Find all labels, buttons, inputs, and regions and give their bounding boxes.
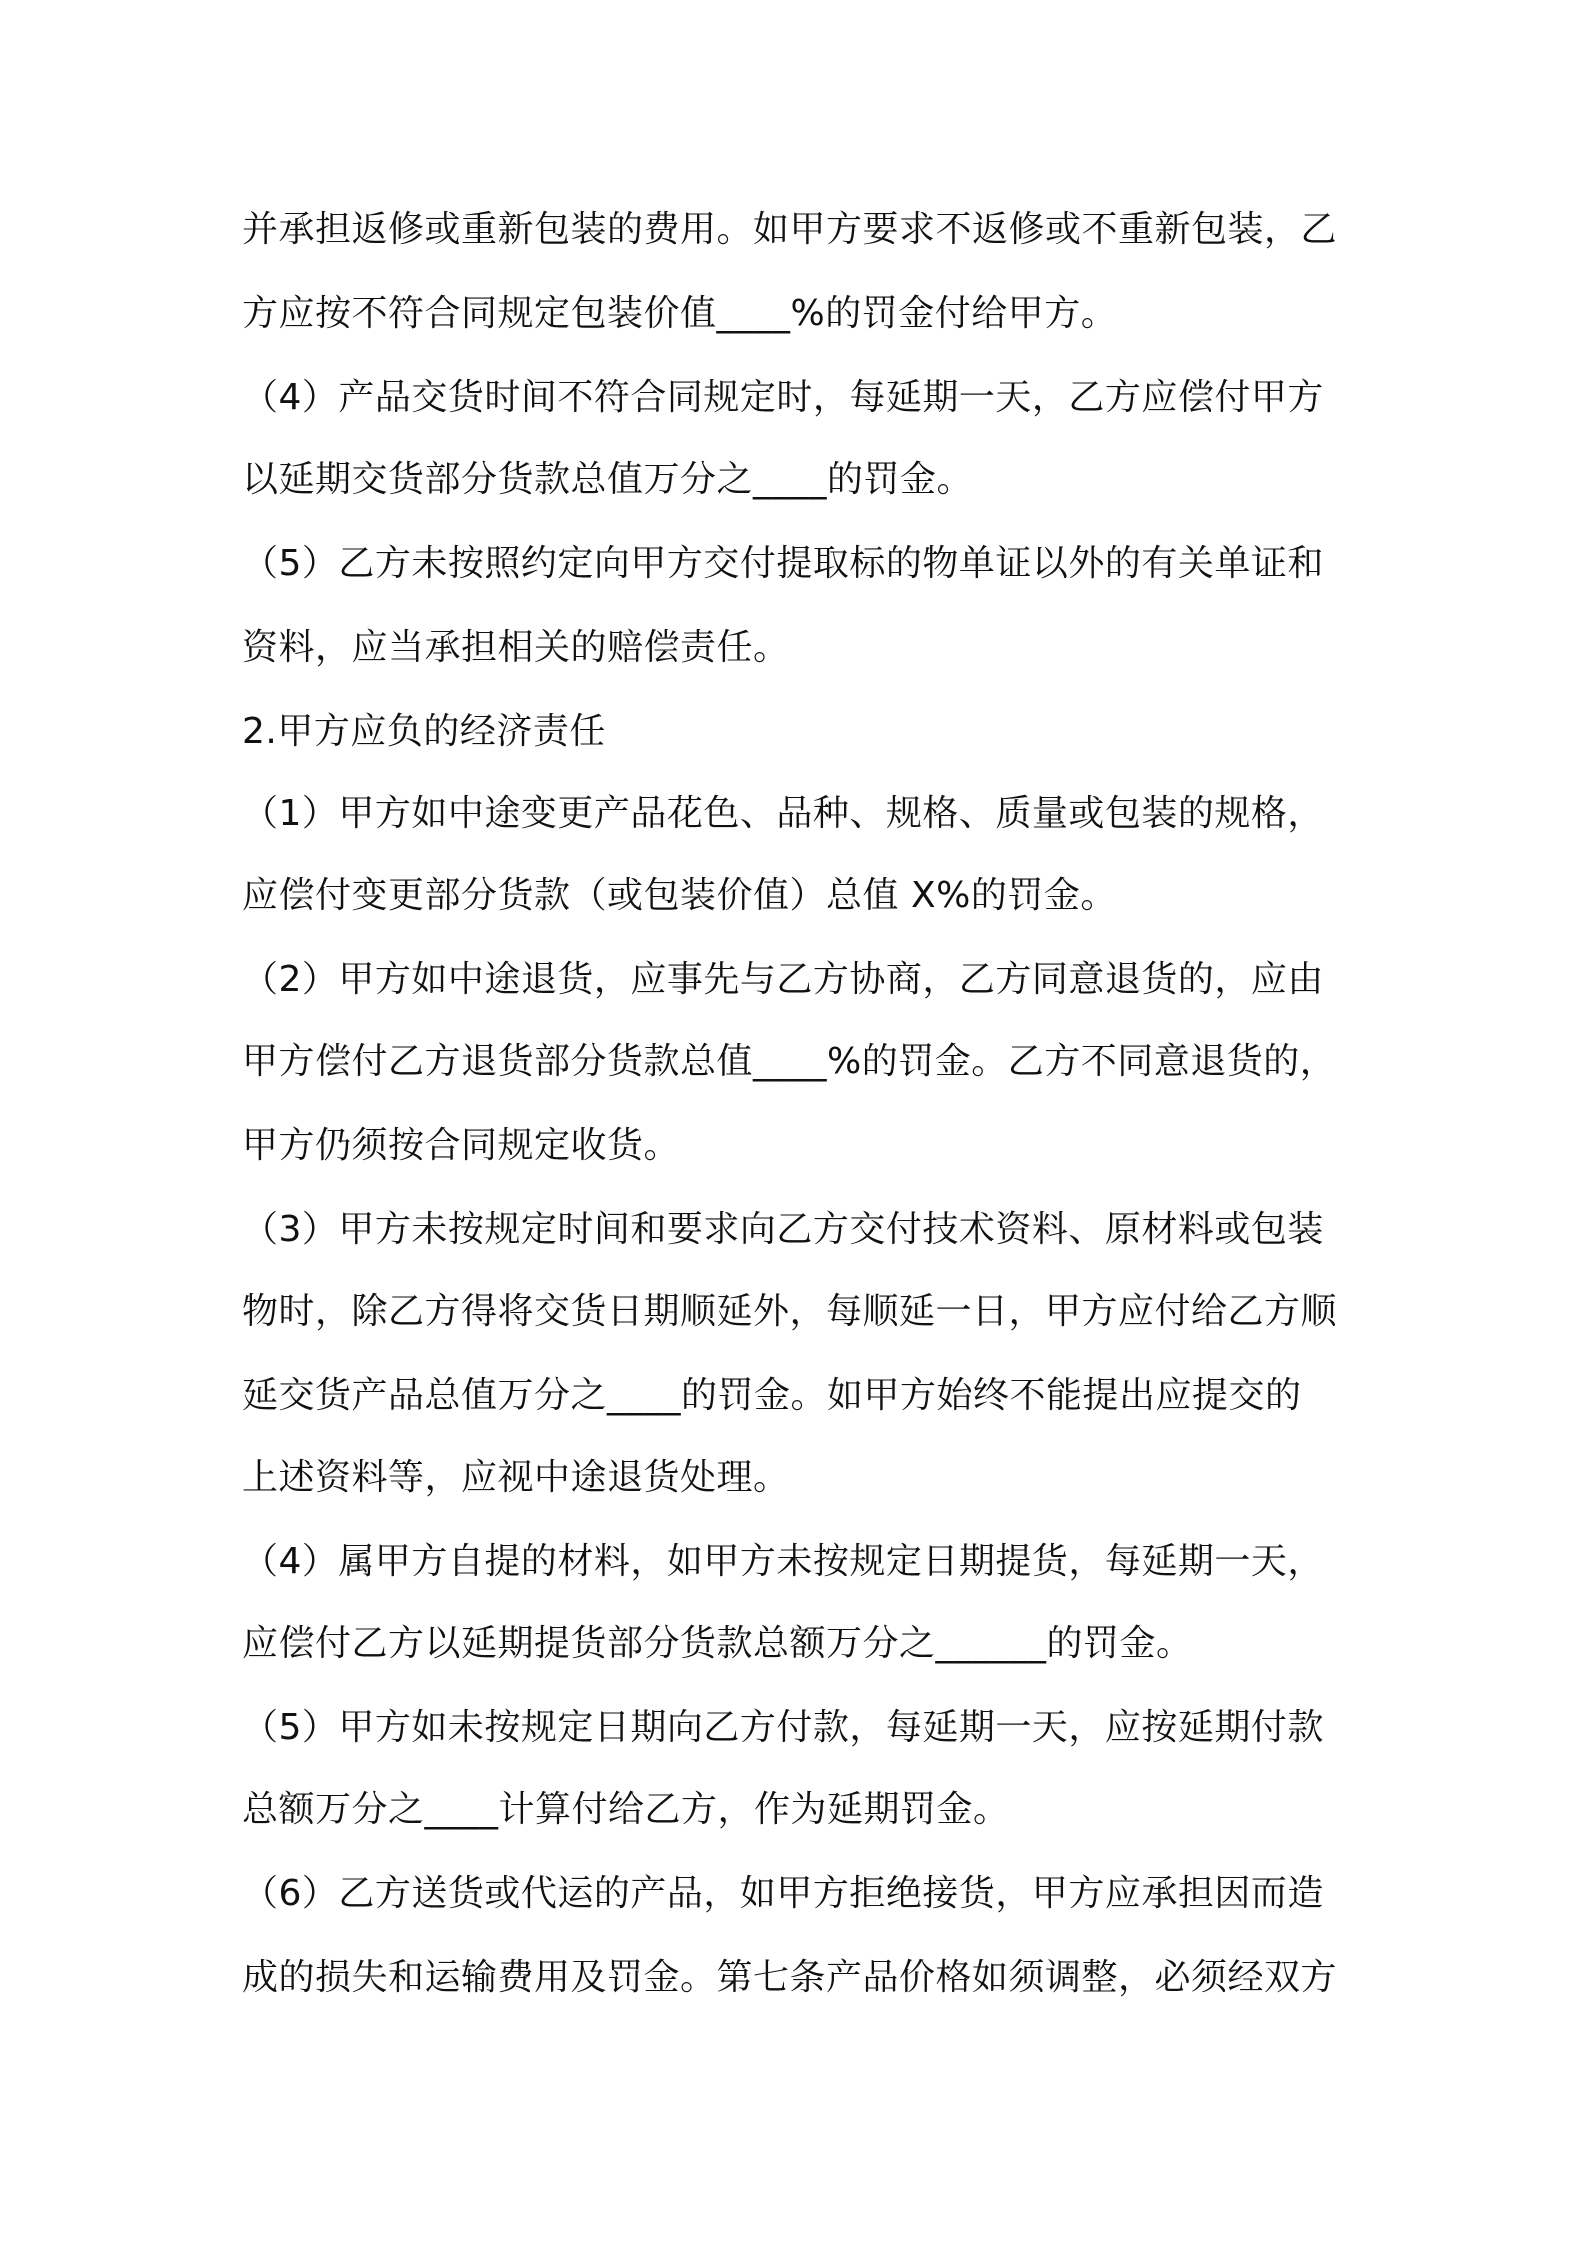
- text-line: （6）乙方送货或代运的产品，如甲方拒绝接货，甲方应承担因而造: [242, 1873, 1324, 1914]
- text-line: （2）甲方如中途退货，应事先与乙方协商，乙方同意退货的，应由: [242, 959, 1324, 1000]
- text-line: 成的损失和运输费用及罚金。第七条产品价格如须调整，必须经双方: [242, 1957, 1338, 1998]
- text-line: 延交货产品总值万分之____的罚金。如甲方始终不能提出应提交的: [242, 1375, 1302, 1416]
- text-line: （5）乙方未按照约定向甲方交付提取标的物单证以外的有关单证和: [242, 543, 1324, 584]
- section-heading: 2.甲方应负的经济责任: [242, 711, 606, 752]
- text-line: 应偿付变更部分货款（或包装价值）总值 X%的罚金。: [242, 875, 1117, 916]
- text-line: 以延期交货部分货款总值万分之____的罚金。: [242, 459, 974, 500]
- text-line: 应偿付乙方以延期提货部分货款总额万分之______的罚金。: [242, 1623, 1193, 1664]
- text-line: 甲方仍须按合同规定收货。: [242, 1125, 681, 1166]
- text-line: （3）甲方未按规定时间和要求向乙方交付技术资料、原材料或包装: [242, 1209, 1324, 1250]
- text-line: （4）属甲方自提的材料，如甲方未按规定日期提货，每延期一天，: [242, 1541, 1324, 1582]
- text-line: （1）甲方如中途变更产品花色、品种、规格、质量或包装的规格，: [242, 793, 1324, 834]
- text-line: 并承担返修或重新包装的费用。如甲方要求不返修或不重新包装，乙: [242, 209, 1338, 250]
- text-line: （5）甲方如未按规定日期向乙方付款，每延期一天，应按延期付款: [242, 1707, 1324, 1748]
- text-line: 方应按不符合同规定包装价值____%的罚金付给甲方。: [242, 293, 1118, 334]
- text-line: 甲方偿付乙方退货部分货款总值____%的罚金。乙方不同意退货的，: [242, 1041, 1337, 1082]
- text-line: （4）产品交货时间不符合同规定时，每延期一天，乙方应偿付甲方: [242, 377, 1324, 418]
- text-line: 上述资料等，应视中途退货处理。: [242, 1457, 790, 1498]
- text-line: 物时，除乙方得将交货日期顺延外，每顺延一日，甲方应付给乙方顺: [242, 1291, 1338, 1332]
- text-line: 资料，应当承担相关的赔偿责任。: [242, 627, 790, 668]
- text-line: 总额万分之____计算付给乙方，作为延期罚金。: [242, 1789, 1010, 1830]
